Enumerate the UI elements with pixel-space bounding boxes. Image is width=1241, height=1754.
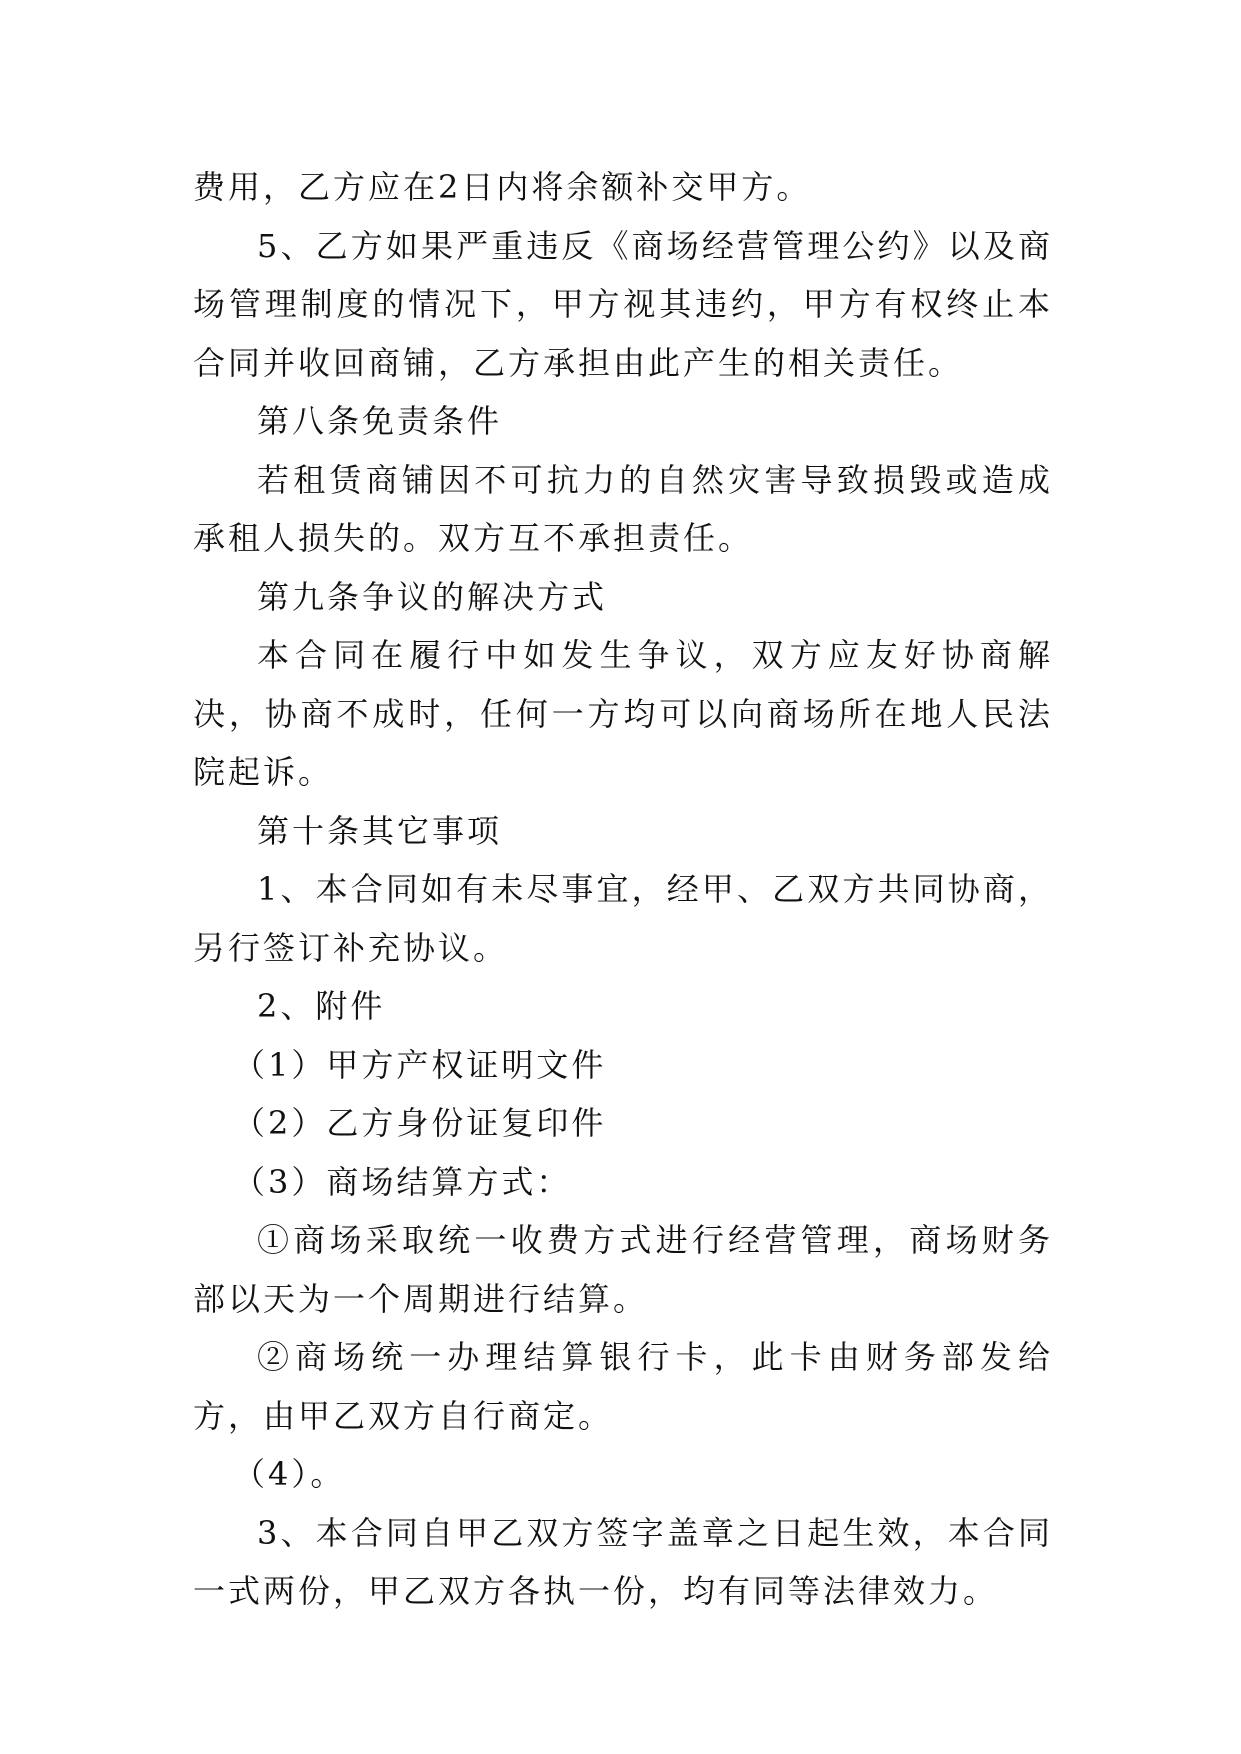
paragraph-balance-payment: 费用，乙方应在2日内将余额补交甲方。 xyxy=(193,168,812,206)
attachment-item-4: （4）。 xyxy=(233,1455,346,1493)
paragraph-force-majeure: 若租赁商铺因不可抗力的自然灾害导致损毁或造成承租人损失的。双方互不承担责任。 xyxy=(193,460,1053,557)
attachment-item-2: （2）乙方身份证复印件 xyxy=(233,1104,607,1142)
heading-article-8: 第八条免责条件 xyxy=(257,402,503,440)
paragraph-effective-date: 3、本合同自甲乙双方签字盖章之日起生效，本合同一式两份，甲乙双方各执一份，均有同等法律效力。 xyxy=(193,1513,1053,1610)
heading-article-9: 第九条争议的解决方式 xyxy=(257,577,608,616)
paragraph-dispute-resolution: 本合同在履行中如发生争议，双方应友好协商解决，协商不成时，任何一方均可以向商场所在地人民法院起诉。 xyxy=(193,636,1053,791)
attachment-item-1: （1）甲方产权证明文件 xyxy=(233,1045,607,1084)
paragraph-other-1: 1、本合同如有未尽事宜，经甲、乙双方共同协商，另行签订补充协议。 xyxy=(193,870,1053,967)
settlement-item-2: ②商场统一办理结算银行卡，此卡由财务部发给方，由甲乙双方自行商定。 xyxy=(193,1338,1053,1435)
settlement-item-1: ①商场采取统一收费方式进行经营管理，商场财务部以天为一个周期进行结算。 xyxy=(193,1221,1053,1318)
paragraph-clause-5-breach: 5、乙方如果严重违反《商场经营管理公约》以及商场管理制度的情况下，甲方视其违约，甲方有权终止本合同并收回商铺，乙方承担由此产生的相关责任。 xyxy=(193,226,1053,382)
contract-body xyxy=(193,158,1053,1621)
paragraph-attachments: 2、附件 xyxy=(257,987,386,1025)
attachment-item-3: （3）商场结算方式： xyxy=(233,1162,572,1201)
heading-article-10: 第十条其它事项 xyxy=(257,811,503,850)
